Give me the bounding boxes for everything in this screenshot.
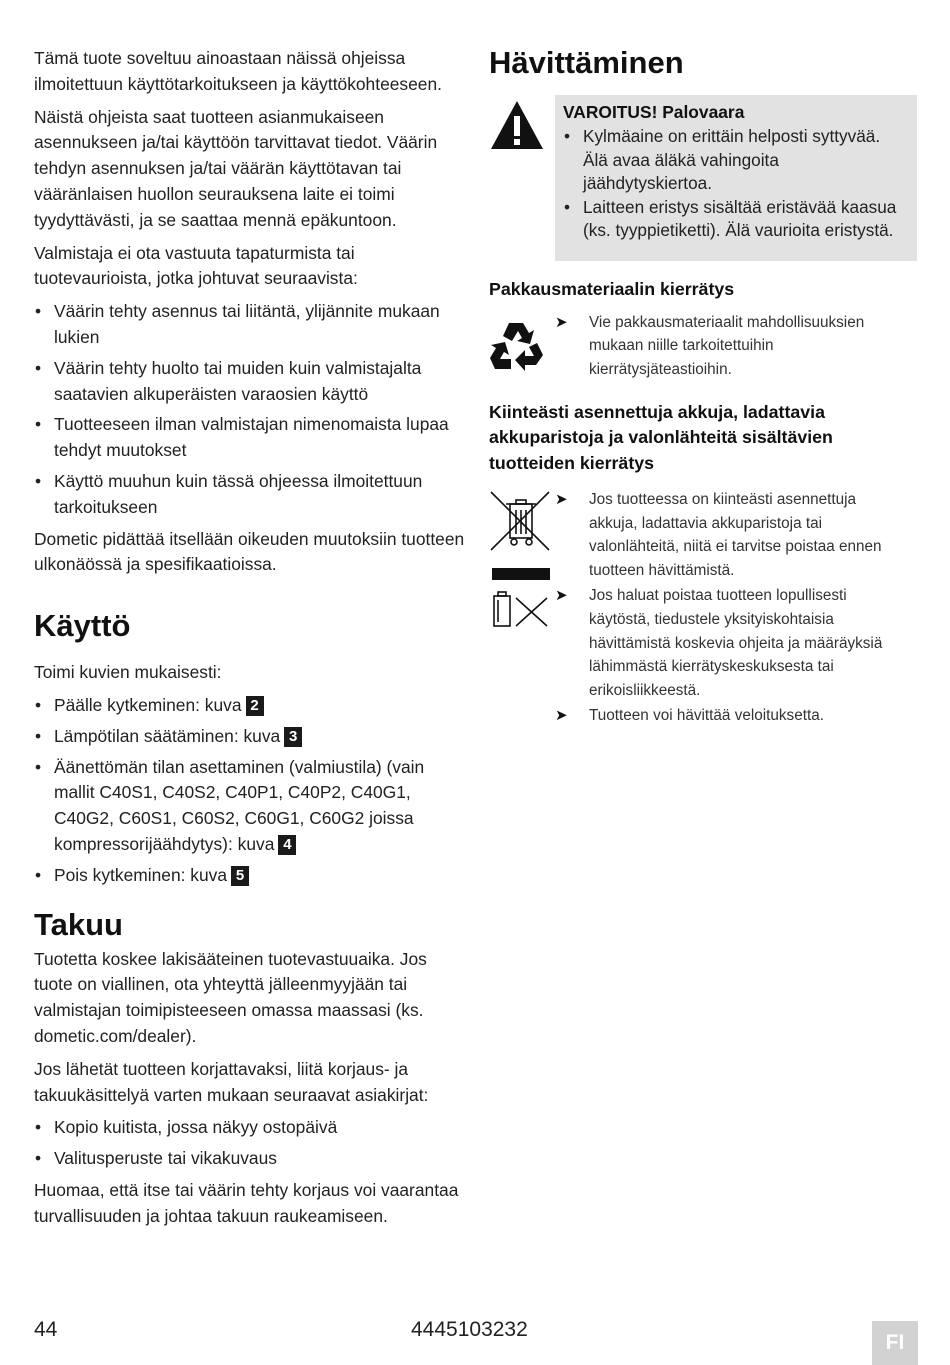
- usage-intro: Toimi kuvien mukaisesti:: [34, 662, 222, 683]
- batteries-instructions: [555, 488, 901, 728]
- crossed-battery-icon: [489, 586, 551, 636]
- figure-badge: 2: [246, 696, 264, 716]
- batteries-block: [489, 488, 919, 728]
- batteries-heading: Kiinteästi asennettuja akkuja, ladattavia akkuparistoja ja valonlähteitä sisältävien tuotteiden kierrätys: [489, 401, 833, 473]
- warning-box: [555, 95, 917, 261]
- usage-item-text: Pois kytkeminen: kuva: [54, 864, 228, 885]
- figure-badge: 3: [284, 727, 302, 747]
- language-tab: FI: [872, 1321, 918, 1365]
- warranty-heading: Takuu: [34, 906, 123, 942]
- instruction-text: Jos haluat poistaa tuotteen lopullisesti käytöstä, tiedustele yksityiskohtaisia hävittämistä koskevia ohjeita ja määräyksiä lähimmästä kierrätyskeskuksesta tai erikoisliikkeestä.: [589, 587, 883, 699]
- page-number: 44: [34, 1318, 58, 1341]
- usage-list: [34, 693, 466, 889]
- list-item: • Väärin tehty huolto tai muiden kuin valmistajalta saatavien alkuperäisten varaosien käyttö: [34, 356, 466, 408]
- intro-paragraph-3: Valmistaja ei ota vastuuta tapaturmista tai tuotevaurioista, jotka johtuvat seuraavista:: [34, 242, 358, 289]
- recycle-icon: [489, 317, 545, 373]
- list-item: [34, 724, 466, 750]
- intro-paragraph-1: Tämä tuote soveltuu ainoastaan näissä ohjeissa ilmoitettuun käyttötarkoitukseen ja käyttökohteeseen.: [34, 48, 442, 94]
- arrow-icon: ➤: [555, 707, 568, 725]
- weee-icons: [489, 488, 551, 636]
- list-item: [555, 311, 901, 382]
- warranty-paragraph-1: Tuotetta koskee lakisääteinen tuotevastuuaika. Jos tuote on viallinen, ota yhteyttä jälleenmyyjään tai valmistajan toimipisteeseen omassa maassasi (ks. dometic.com/dealer).: [34, 948, 427, 1046]
- warning-triangle-icon: [489, 99, 545, 151]
- list-item: [34, 755, 466, 858]
- instruction-text: Jos tuotteessa on kiinteästi asennettuja akkuja, ladattavia akkuparistoja tai valonlähteitä, niitä ei tarvitse poistaa ennen tuotteen hävittämistä.: [589, 491, 882, 579]
- usage-item-text: Päälle kytkeminen: kuva: [54, 694, 242, 715]
- right-column: [489, 46, 919, 730]
- list-item: • Kylmäaine on erittäin helposti syttyvää. Älä avaa äläkä vahingoita jäähdytyskiertoa.: [563, 125, 909, 196]
- packaging-block: [489, 311, 919, 397]
- figure-badge: 4: [278, 835, 296, 855]
- liability-list: [34, 299, 466, 520]
- disposal-heading: Hävittäminen: [489, 45, 684, 80]
- warning-block: [489, 95, 919, 277]
- list-item: [555, 488, 901, 582]
- usage-item-text: Äänettömän tilan asettaminen (valmiustila) (vain mallit C40S1, C40S2, C40P1, C40P2, C40G1, C40G2, C60S1, C60S2, C60G1, C60G2 joissa kompressorijäähdytys): kuva: [54, 756, 425, 854]
- instruction-text: Tuotteen voi hävittää veloituksetta.: [589, 707, 824, 725]
- figure-badge: 5: [231, 866, 249, 886]
- packaging-instructions: [555, 311, 901, 384]
- warranty-paragraph-3: Huomaa, että itse tai väärin tehty korjaus voi vaarantaa turvallisuuden ja johtaa takuun raukeamiseen.: [34, 1179, 459, 1226]
- list-item: • Valitusperuste tai vikakuvaus: [34, 1146, 466, 1172]
- list-item: • Käyttö muuhun kuin tässä ohjeessa ilmoitettuun tarkoitukseen: [34, 469, 466, 521]
- list-item: • Tuotteeseen ilman valmistajan nimenomaista lupaa tehdyt muutokset: [34, 412, 466, 464]
- arrow-icon: ➤: [555, 491, 568, 508]
- bin-bar: [492, 568, 550, 580]
- warning-title: VAROITUS! Palovaara: [563, 102, 745, 122]
- list-item: • Laitteen eristys sisältää eristävää kaasua (ks. tyyppietiketti). Älä vaurioita eristystä.: [563, 196, 909, 243]
- crossed-bin-icon: [489, 488, 551, 562]
- list-item: • Kopio kuitista, jossa näkyy ostopäivä: [34, 1115, 466, 1141]
- warning-list: [563, 125, 909, 243]
- list-item: [34, 693, 466, 719]
- intro-paragraph-2: Näistä ohjeista saat tuotteen asianmukaiseen asennukseen ja/tai käyttöön tarvittavat tiedot. Väärin tehdyn asennuksen ja/tai väärän käyttötavan tai vääränlaisen huollon seurauksena laite ei toimi tyydyttävästi, ja se saattaa mennä epäkuntoon.: [34, 106, 438, 230]
- arrow-icon: ➤: [555, 313, 568, 331]
- warranty-paragraph-2: Jos lähetät tuotteen korjattavaksi, liitä korjaus- ja takuukäsittelyä varten mukaan seuraavat asiakirjat:: [34, 1058, 429, 1105]
- list-item: [34, 863, 466, 889]
- list-item: [555, 584, 901, 702]
- document-code: 4445103232: [411, 1318, 528, 1341]
- arrow-icon: ➤: [555, 587, 568, 605]
- packaging-heading: Pakkausmateriaalin kierrätys: [489, 279, 735, 299]
- instruction-text: Vie pakkausmateriaalit mahdollisuuksien mukaan niille tarkoitettuihin kierrätysjäteastioihin.: [589, 313, 865, 378]
- list-item: • Väärin tehty asennus tai liitäntä, ylijännite mukaan lukien: [34, 299, 466, 351]
- usage-heading: Käyttö: [34, 608, 131, 644]
- list-item: [555, 704, 901, 728]
- rights-paragraph: Dometic pidättää itsellään oikeuden muutoksiin tuotteen ulkonäössä ja spesifikaatioissa.: [34, 528, 465, 575]
- usage-item-text: Lämpötilan säätäminen: kuva: [54, 725, 281, 746]
- warranty-list: [34, 1115, 466, 1172]
- left-column: [34, 46, 466, 1236]
